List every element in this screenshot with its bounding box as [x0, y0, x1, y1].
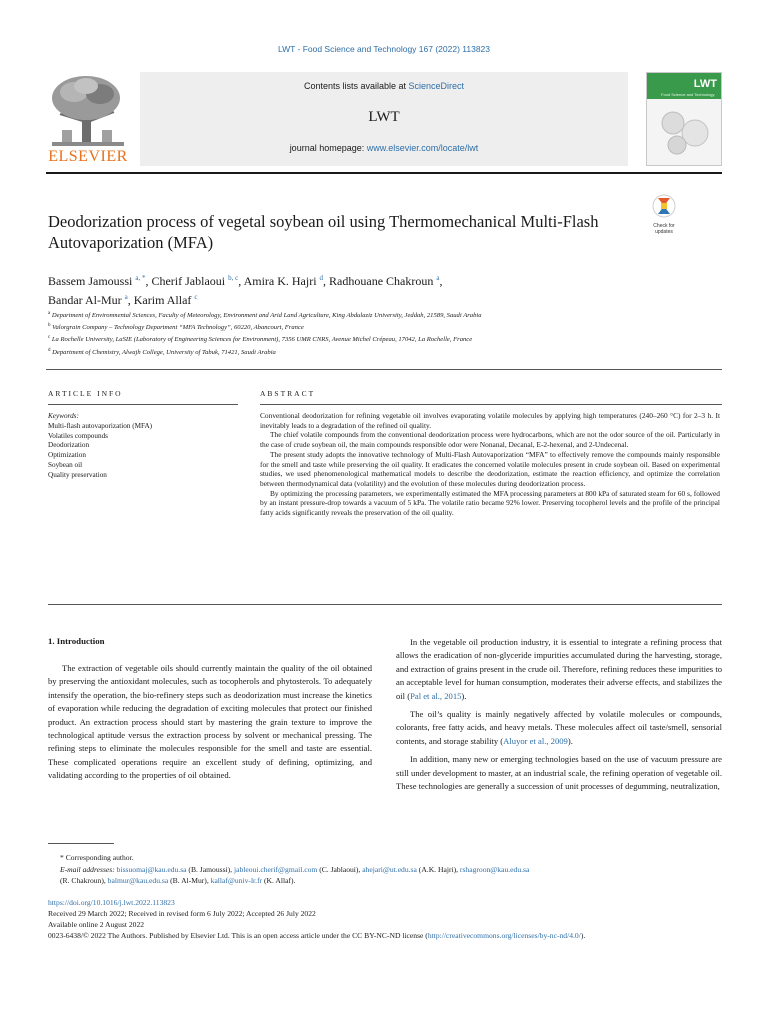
citation-link[interactable]: Aluyor et al., 2009	[503, 735, 568, 746]
corresponding-author-note: * Corresponding author.	[60, 853, 134, 862]
license-link[interactable]: http://creativecommons.org/licenses/by-nc-nd/4.0/	[427, 931, 581, 940]
paragraph-text: The oil’s quality is mainly negatively affected by volatile molecules or compounds, colorants, free fatty acids, and heavy metals. These molecules affect oil taste/smell, sensorial contents, and storage stability (	[396, 709, 722, 746]
footnotes	[48, 852, 722, 887]
email-owner: (B. Jamoussi),	[186, 864, 234, 874]
introduction-heading: 1. Introduction	[48, 636, 105, 646]
email-label: E-mail addresses:	[60, 864, 115, 874]
journal-masthead	[140, 72, 628, 166]
author-separator: ,	[127, 293, 134, 307]
paragraph-text-end: ).	[461, 690, 467, 701]
license-end: ).	[580, 931, 586, 940]
received-dates: Received 29 March 2022; Received in revised form 6 July 2022; Accepted 26 July 2022	[48, 909, 316, 918]
abstract-paragraph: The present study adopts the innovative technology of Multi-Flash Autovaporization “MFA” to effectively remove the compounds mainly responsible for the smell and taste while preserving the oil quality. It eradicates the concerned volatile molecules present in crude soybean oil. Based on experimental studies, we used phenomenological mathematical models to describe the deodorization, estimate the reaction efficiency, and optimize the correlation between thermodynamical data (volatility) and the evolution of these molecules during deodorization process.	[260, 449, 720, 488]
article-info-rule	[48, 404, 238, 405]
author-list	[48, 270, 648, 308]
affiliation-text: Valorgrain Company – Technology Department “MFA Technology”, 60220, Abancourt, France	[52, 324, 304, 332]
available-online: Available online 2 August 2022	[48, 920, 145, 929]
cover-subtitle: Food Science and Technology	[661, 92, 715, 97]
abstract-paragraph: By optimizing the processing parameters, we experimentally estimated the MFA processing parameters at 800 kPa of saturated steam for 60 s, followed by an instant pressure-drop towards a vacuum of 5 kPa. The volatile ratio became 92% lower. Preserving tocopherol levels and the profile of the principal fatty acids significantly reveals the preservation of the oil quality.	[260, 488, 720, 518]
abstract-heading: ABSTRACT	[260, 389, 316, 398]
keyword-item: Deodorization	[48, 441, 90, 450]
email-link[interactable]: rshagroon@kau.edu.sa	[459, 864, 530, 874]
license-statement	[48, 930, 722, 941]
doi-link[interactable]: https://doi.org/10.1016/j.lwt.2022.113823	[48, 898, 175, 907]
footnote-rule	[48, 843, 114, 844]
author-affil-sup[interactable]: a	[436, 274, 440, 282]
author-name[interactable]: Bassem Jamoussi	[48, 274, 133, 288]
sciencedirect-link[interactable]: ScienceDirect	[408, 81, 465, 91]
body-paragraph: The extraction of vegetable oils should currently maintain the quality of the oil obtained by preserving the antioxidant molecules, such as tocopherols and phytosterols. To adequately intensify the operation, the bio-refinery steps such as deodorization must increase the kinetics of evaporation while reducing the degradation of exciting molecules that protect our finished product. An extraction process should start by mastering the grain texture to improve the technological aptitude versus the extraction process by solvent or mechanical pressing. The refining steps to eliminate the molecules responsible for the smell and taste are essential. These complicated operations require an excellent study of defining, optimizing, and validating according to the properties of oil obtained.	[48, 663, 372, 781]
body-paragraph: In addition, many new or emerging technologies based on the use of vacuum pressure are still under development to master, at an industrial scale, the refining operation of vegetable oil. These technologies are generally a succession of unit processes of degumming, neutralization,	[396, 754, 722, 792]
email-owner: (K. Allaf).	[262, 876, 296, 885]
abstract-paragraph: The chief volatile compounds from the conventional deodorization process were hydrocarbons, which are not the odor source of the oil. Particularly in the case of crude soybean oil, the main compounds responsible odor were Nonanal, Decanal, E-2-hexenal, and 2-Undecenal.	[260, 430, 720, 450]
body-column-right	[396, 636, 722, 798]
abstract-paragraph: Conventional deodorization for refining vegetable oil involves evaporating volatile molecules by applying high temperatures (240–260 °C) for 2–3 h. It inevitably leads to a degradation of the refined oil quality.	[260, 411, 720, 430]
affiliation-text: Department of Environmental Sciences, Faculty of Meteorology, Environment and Arid Land Agriculture, King Abdulaziz University, Jeddah, 21589, Saudi Arabia	[51, 312, 482, 320]
keyword-item: Quality preservation	[48, 470, 107, 479]
author-separator: ,	[439, 274, 443, 288]
author-separator: ,	[238, 274, 244, 288]
author-affil-sup[interactable]: b, c	[228, 274, 239, 282]
keyword-item: Multi-flash autovaporization (MFA)	[48, 421, 153, 430]
check-for-updates-badge[interactable]	[648, 194, 680, 235]
homepage-prefix: journal homepage:	[289, 143, 367, 153]
email-link[interactable]: jableoui.cherif@gmail.com	[233, 864, 318, 874]
keyword-item: Soybean oil	[48, 460, 83, 469]
affiliation-sup: d	[48, 347, 51, 353]
affiliation-item	[48, 333, 708, 345]
author-name[interactable]: Bandar Al-Mur	[48, 293, 122, 307]
crossmark-label: Check for updates	[653, 223, 675, 235]
author-name[interactable]: Radhouane Chakroun	[329, 274, 434, 288]
license-text: 0023-6438/© 2022 The Authors. Published by Elsevier Ltd. This is an open access article under the CC BY-NC-ND license (	[48, 931, 428, 940]
cover-title: LWT	[693, 78, 717, 90]
affiliation-sup: c	[48, 335, 51, 341]
abstract-text	[260, 411, 720, 518]
email-owner: (A.K. Hajri),	[416, 864, 460, 874]
article-info-heading: ARTICLE INFO	[48, 389, 123, 398]
cover-artwork-icon	[655, 107, 713, 159]
keywords-label: Keywords:	[48, 412, 79, 420]
author-name[interactable]: Cherif Jablaoui	[151, 274, 226, 288]
body-paragraph	[396, 708, 722, 748]
email-link[interactable]: bissuomaj@kau.edu.sa	[116, 864, 187, 874]
author-separator: ,	[145, 274, 152, 288]
email-owner: (R. Chakroun),	[60, 876, 108, 885]
publication-info	[48, 897, 722, 941]
body-column-left	[48, 662, 372, 788]
author-name[interactable]: Amira K. Hajri	[243, 274, 317, 288]
journal-reference[interactable]: LWT - Food Science and Technology 167 (2022) 113823	[277, 44, 490, 54]
author-name[interactable]: Karim Allaf	[133, 293, 192, 307]
email-addresses	[48, 864, 722, 887]
affiliation-text: Department of Chemistry, Alwajh College, University of Tabuk, 71421, Saudi Arabia	[52, 348, 276, 356]
paragraph-text: In the vegetable oil production industry, it is essential to integrate a refining process that allows the eradication of non-glyceride impurities accumulated during the harvesting, storage, and extraction of grains present in the crude oil. Therefore, refining reduces these impurities to an acceptable level for human consumption, moderates their adverse effects, and stabilizes the oil (	[396, 637, 722, 701]
affiliation-sup: b	[48, 323, 51, 329]
email-link[interactable]: ahejari@ut.edu.sa	[362, 864, 417, 874]
author-affil-sup[interactable]: a, *	[135, 274, 146, 282]
keywords-block	[48, 412, 238, 481]
journal-cover-thumbnail[interactable]	[646, 72, 722, 166]
email-link[interactable]: balmur@kau.edu.sa	[107, 876, 169, 885]
abstract-rule	[260, 404, 722, 405]
author-affil-sup[interactable]: a	[124, 293, 128, 301]
paragraph-text-end: ).	[567, 735, 573, 746]
email-link[interactable]: kallaf@univ-lr.fr	[210, 876, 263, 885]
affiliation-item	[48, 346, 708, 358]
article-title: Deodorization process of vegetal soybean oil using Thermomechanical Multi-Flash Autovaporization (MFA)	[48, 212, 599, 252]
author-affil-sup[interactable]: c	[194, 293, 198, 301]
crossmark-icon	[648, 194, 680, 218]
affiliation-item	[48, 309, 708, 321]
keyword-item: Volatiles compounds	[48, 431, 108, 440]
email-owner: (B. Al-Mur),	[168, 876, 211, 885]
keyword-item: Optimization	[48, 451, 86, 460]
affiliation-text: La Rochelle University, LaSIE (Laboratory of Engineering Sciences for Environment), 7356 UMR CNRS, Avenue Michel Crépeau, 17042, La Rochelle, France	[51, 336, 473, 344]
affiliation-list	[48, 309, 708, 358]
homepage-link[interactable]: www.elsevier.com/locate/lwt	[366, 143, 479, 153]
contents-prefix: Contents lists available at	[303, 81, 409, 91]
homepage-line	[140, 143, 628, 153]
body-paragraph	[396, 636, 722, 703]
contents-line	[140, 81, 628, 91]
journal-name: LWT	[368, 109, 400, 125]
author-affil-sup[interactable]: d	[319, 274, 324, 282]
author-separator: ,	[323, 274, 330, 288]
header-rule	[46, 172, 722, 174]
elsevier-logo[interactable]	[46, 72, 130, 166]
abstract-bottom-rule	[48, 604, 722, 605]
citation-link[interactable]: Pal et al., 2015	[410, 690, 462, 701]
section-rule	[46, 369, 722, 370]
elsevier-wordmark: ELSEVIER	[48, 148, 128, 165]
affiliation-item	[48, 321, 708, 333]
email-owner: (C. Jablaoui),	[317, 864, 363, 874]
affiliation-sup: a	[48, 311, 51, 316]
